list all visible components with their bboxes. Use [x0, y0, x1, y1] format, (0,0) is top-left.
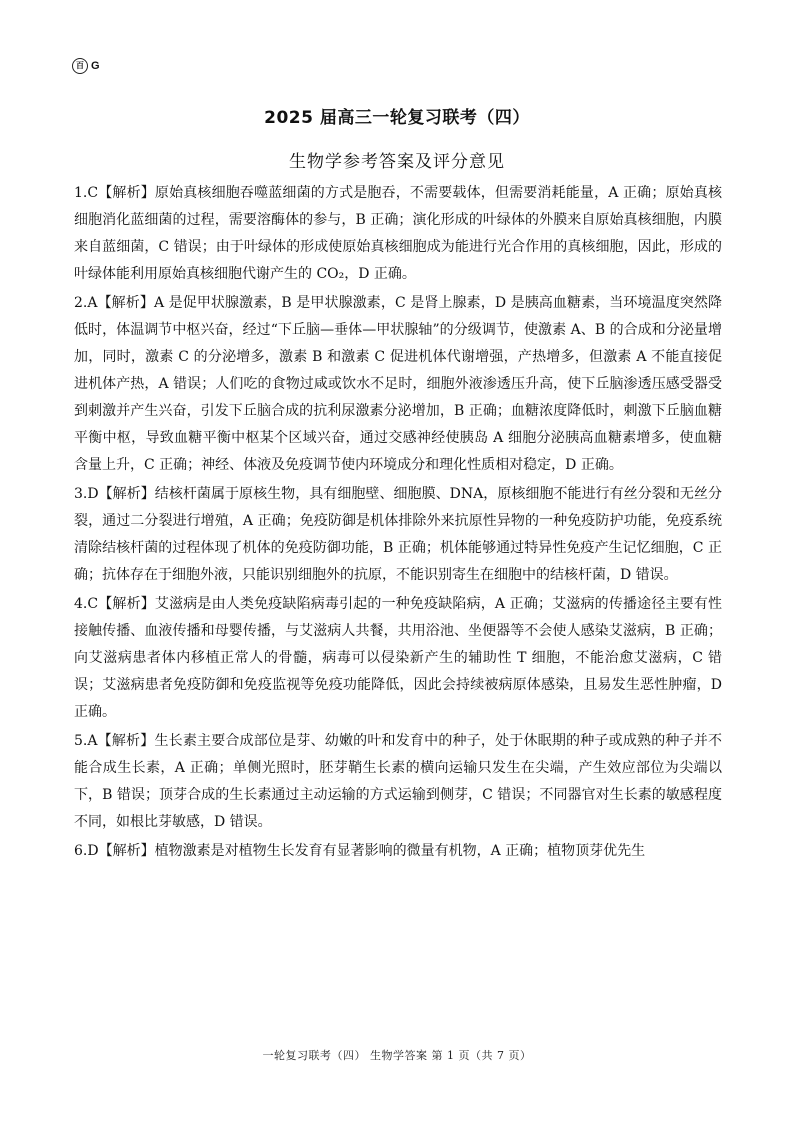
answer-item-2	[74, 290, 722, 479]
answer-item-3	[74, 481, 722, 589]
page-footer: 一轮复习联考（四） 生物学答案 第 1 页（共 7 页）	[262, 1049, 532, 1062]
answer-item-4	[74, 591, 722, 726]
answer-list	[74, 180, 722, 867]
answer-text: 原始真核细胞吞噬蓝细菌的方式是胞吞，不需要载体，但需要消耗能量，A 正确；原始真核细胞消化蓝细菌的过程，需要溶酶体的参与，B 正确；演化形成的叶绿体的外膜来自原始真核细胞，内膜来自蓝细菌，C 错误；由于叶绿体的形成使原始真核细胞成为能进行光合作用的真核细胞，因此，形成的叶绿体能利用原始真核细胞代谢产生的 CO₂，D 正确。	[74, 185, 722, 282]
answer-text: 结核杆菌属于原核生物，具有细胞壁、细胞膜、DNA，原核细胞不能进行有丝分裂和无丝分裂，通过二分裂进行增殖，A 正确；免疫防御是机体排除外来抗原性异物的一种免疫防护功能，免疫系统清除结核杆菌的过程体现了机体的免疫防御功能，B 正确；机体能够通过特异性免疫产生记忆细胞，C 正确；抗体存在于细胞外液，只能识别细胞外的抗原，不能识别寄生在细胞中的结核杆菌，D 错误。	[74, 486, 722, 583]
answer-text: A 是促甲状腺激素，B 是甲状腺激素，C 是肾上腺素，D 是胰高血糖素，当环境温度突然降低时，体温调节中枢兴奋，经过“下丘脑—垂体—甲状腺轴”的分级调节，使激素 A、B 的合成和分泌量增加，同时，激素 C 的分泌增多，激素 B 和激素 C 促进机体代谢增强，产热增多，但激素 A 不能直接促进机体产热，A 错误；人们吃的食物过咸或饮水不足时，细胞外液渗透压升高，使下丘脑渗透压感受器受到刺激并产生兴奋，引发下丘脑合成的抗利尿激素分泌增加，B 正确；血糖浓度降低时，刺激下丘脑血糖平衡中枢，导致血糖平衡中枢某个区域兴奋，通过交感神经使胰岛 A 细胞分泌胰高血糖素增多，使血糖含量上升，C 正确；神经、体液及免疫调节使内环境成分和理化性质相对稳定，D 正确。	[74, 295, 722, 473]
answer-text: 艾滋病是由人类免疫缺陷病毒引起的一种免疫缺陷病，A 正确；艾滋病的传播途径主要有性接触传播、血液传播和母婴传播，与艾滋病人共餐，共用浴池、坐便器等不会使人感染艾滋病，B 正确；向艾滋病患者体内移植正常人的骨髓，病毒可以侵染新产生的辅助性 T 细胞，不能治愈艾滋病，C 错误；艾滋病患者免疫防御和免疫监视等免疫功能降低，因此会持续被病原体感染，且易发生恶性肿瘤，D 正确。	[74, 596, 722, 720]
answer-label: 4.C【解析】	[74, 596, 155, 612]
page-subtitle: 生物学参考答案及评分意见	[289, 152, 505, 172]
answer-item-5	[74, 728, 722, 836]
page-title: 2025 届高三一轮复习联考（四）	[264, 108, 530, 128]
answer-label: 1.C【解析】	[74, 185, 155, 201]
answer-label: 6.D【解析】	[74, 843, 155, 859]
logo-letter: G	[91, 60, 100, 72]
answer-item-6	[74, 838, 722, 865]
logo-mark: 百	[72, 58, 88, 74]
answer-text: 生长素主要合成部位是芽、幼嫩的叶和发育中的种子，处于休眠期的种子或成熟的种子并不能合成生长素，A 正确；单侧光照时，胚芽鞘生长素的横向运输只发生在尖端，产生效应部位为尖端以下，B 错误；顶芽合成的生长素通过主动运输的方式运输到侧芽，C 错误；不同器官对生长素的敏感程度不同，如根比芽敏感，D 错误。	[74, 733, 722, 830]
answer-item-1	[74, 180, 722, 288]
answer-label: 3.D【解析】	[74, 486, 155, 502]
answer-text: 植物激素是对植物生长发育有显著影响的微量有机物，A 正确；植物顶芽优先生	[154, 843, 646, 859]
publisher-logo	[72, 58, 100, 74]
answer-label: 2.A【解析】	[74, 295, 154, 311]
answer-label: 5.A【解析】	[74, 733, 155, 749]
